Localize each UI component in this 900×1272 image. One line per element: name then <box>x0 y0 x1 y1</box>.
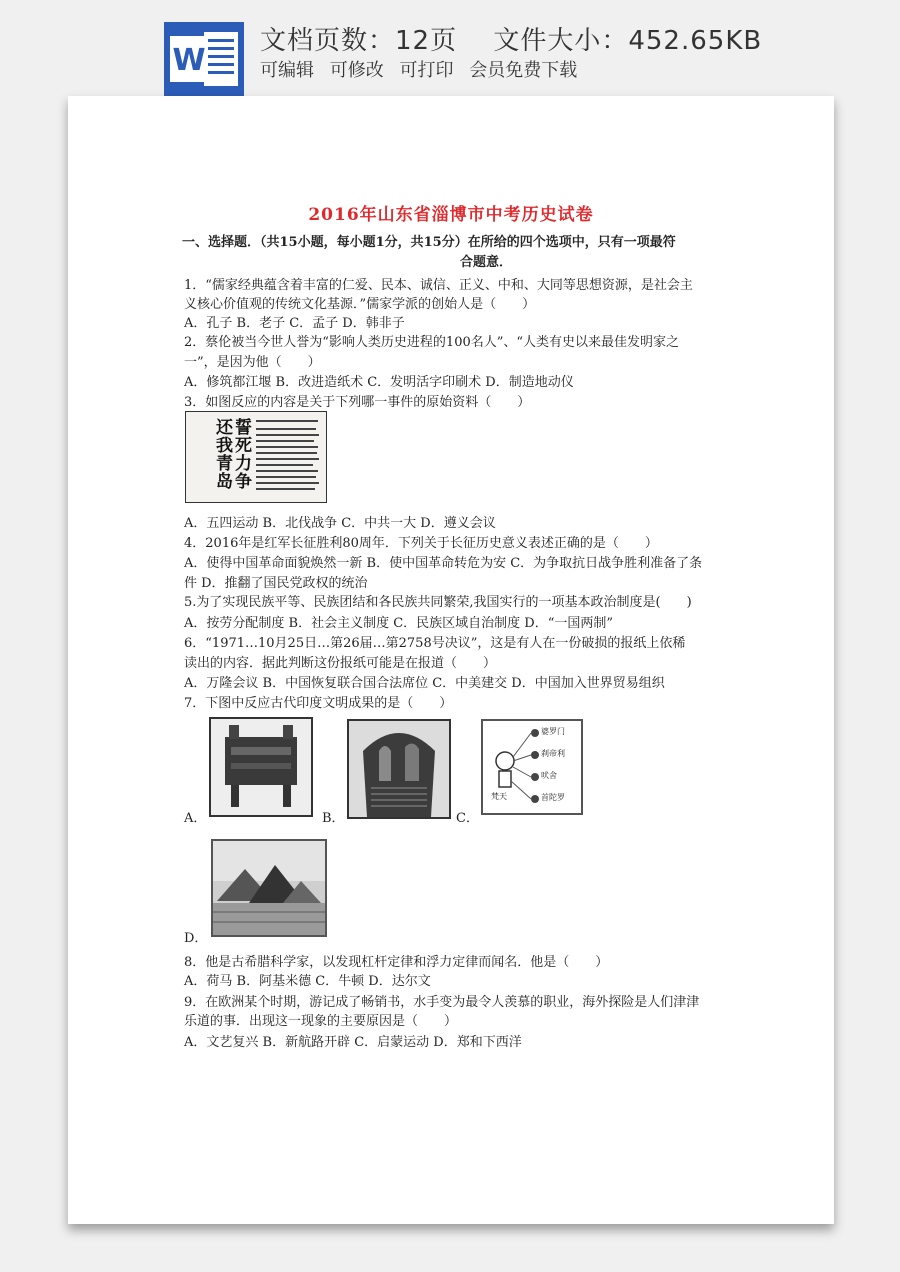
caste-shudra-label: 首陀罗 <box>541 793 565 802</box>
caste-brahmin-label: 婆罗门 <box>541 727 565 736</box>
section-instructions-cont: 合题意． <box>459 255 512 270</box>
question-9: 9．在欧洲某个时期，游记成了畅销书，水手变为最令人羡慕的职业，海外探险是人们津津 <box>184 995 700 1010</box>
question-9-options: A．文艺复兴 B．新航路开辟 C．启蒙运动 D．郑和下西洋 <box>184 1035 522 1050</box>
question-4-options: A．使得中国革命面貌焕然一新 B．使中国革命转危为安 C．为争取抗日战争胜利准备了条 <box>184 556 703 571</box>
svg-text:W: W <box>172 43 206 78</box>
file-info: 文档页数：12页 文件大小：452.65KB <box>260 26 763 56</box>
feature-modifiable: 可修改 <box>329 60 384 81</box>
question-8-options: A．荷马 B．阿基米德 C．牛顿 D．达尔文 <box>184 974 431 989</box>
question-2-cont: 一”，是因为他（ ） <box>184 355 321 370</box>
document-page <box>68 96 834 1224</box>
q7-option-d-label: D． <box>184 931 208 946</box>
caste-system-diagram <box>481 719 583 815</box>
exam-title: 2016年山东省淄博市中考历史试卷 <box>308 205 594 225</box>
feature-printable: 可打印 <box>399 60 454 81</box>
q7-option-b-label: B． <box>322 811 345 826</box>
question-2: 2．蔡伦被当今世人誉为“影响人类历史进程的100名人”、“人类有史以来最佳发明家之 <box>184 335 680 350</box>
feature-member-download: 会员免费下载 <box>469 60 578 81</box>
newspaper-headline: 誓死力争还我青岛 <box>212 418 251 490</box>
download-banner <box>0 0 900 96</box>
question-4-options-cont: 件 D．推翻了国民党政权的统治 <box>184 576 368 591</box>
question-4: 4．2016年是红军长征胜利80周年．下列关于长征历史意义表述正确的是（ ） <box>184 536 658 551</box>
question-6-cont: 读出的内容．据此判断这份报纸可能是在报道（ ） <box>184 656 497 671</box>
q7-option-c-label: C． <box>456 811 479 826</box>
bronze-ding-image <box>209 717 313 817</box>
question-7: 7．下图中反应古代印度文明成果的是（ ） <box>184 696 453 711</box>
caste-vaishya-label: 吠舍 <box>541 771 557 780</box>
feature-editable: 可编辑 <box>260 60 314 81</box>
word-document-icon <box>164 22 244 96</box>
question-1-cont: 义核心价值观的传统文化基源．”儒家学派的创始人是（ ） <box>184 297 536 312</box>
question-6: 6．“1971…10月25日…第26届…第2758号决议”，这是有人在一份破损的报纸上依稀 <box>184 636 686 651</box>
question-6-options: A．万隆会议 B．中国恢复联合国合法席位 C．中美建交 D．中国加入世界贸易组织 <box>184 676 665 691</box>
question-5: 5.为了实现民族平等、民族团结和各民族共同繁荣,我国实行的一项基本政治制度是( ) <box>184 595 692 610</box>
question-2-options: A．修筑都江堰 B．改进造纸术 C．发明活字印刷术 D．制造地动仪 <box>184 375 574 390</box>
section-instructions: 一、选择题．（共15小题，每小题1分，共15分）在所给的四个选项中，只有一项最符 <box>182 235 676 250</box>
caste-brahma-label: 梵天 <box>491 792 507 801</box>
question-3-options: A．五四运动 B．北伐战争 C．中共一大 D．遵义会议 <box>184 516 496 531</box>
question-1: 1．“儒家经典蕴含着丰富的仁爱、民本、诚信、正义、中和、大同等思想资源，是社会主 <box>184 278 693 293</box>
hammurabi-stele-image <box>347 719 451 819</box>
caste-kshatriya-label: 刹帝利 <box>541 749 565 758</box>
question-9-cont: 乐道的事．出现这一现象的主要原因是（ ） <box>184 1014 458 1029</box>
question-5-options: A．按劳分配制度 B．社会主义制度 C．民族区域自治制度 D．“一国两制” <box>184 616 614 631</box>
question-3: 3．如图反应的内容是关于下列哪一事件的原始资料（ ） <box>184 395 531 410</box>
question-8: 8．他是古希腊科学家，以发现杠杆定律和浮力定律而闻名．他是（ ） <box>184 955 609 970</box>
q7-option-a-label: A． <box>184 811 207 826</box>
newspaper-clipping-image <box>185 411 327 503</box>
feature-list <box>260 56 587 82</box>
question-1-options: A．孔子 B．老子 C．孟子 D．韩非子 <box>184 316 405 331</box>
pyramids-image <box>211 839 327 937</box>
